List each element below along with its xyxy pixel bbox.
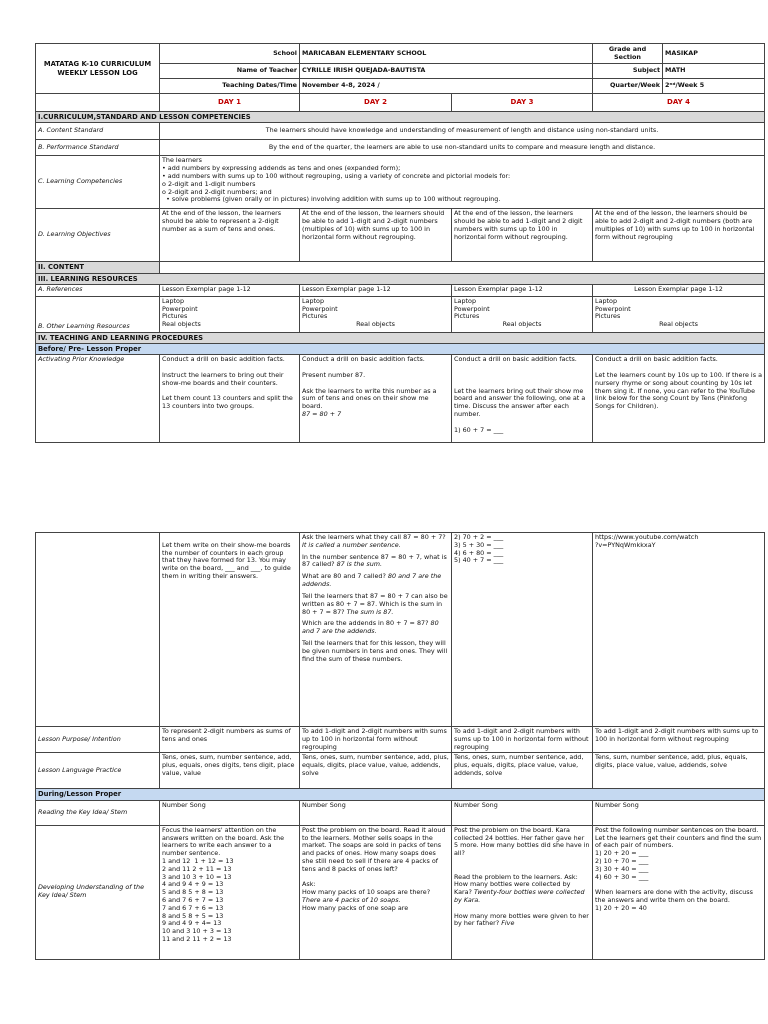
objective-day-4: At the end of the lesson, the learners should be able to add 2-digit and 2-digit numbers (both are multiples of 10) with sums up to 100 in horizontal form without regrouping <box>593 209 765 262</box>
content-standard-label: A. Content Standard <box>36 123 160 140</box>
purpose-day-4: To add 1-digit and 2-digit numbers with sums up to 100 in horizontal form without regrouping <box>593 727 765 753</box>
competencies-label: C. Learning Competencies <box>36 156 160 209</box>
purpose-day-3: To add 1-digit and 2-digit numbers with sums up to 100 in horizontal form without regrouping <box>452 727 593 753</box>
activating-cont-day-1: Let them write on their show-me boards the number of counters in each group that they have formed for 13. You may write on the board, ___ and ___, to guide them in writing their answers. <box>160 533 300 727</box>
day-3-header: DAY 3 <box>452 94 593 112</box>
other-resources-day-4: Laptop Powerpoint Pictures Real objects <box>593 296 765 332</box>
teacher-value: CYRILLE IRISH QUEJADA-BAUTISTA <box>300 64 593 79</box>
subject-value: MATH <box>663 64 765 79</box>
reading-day-3: Number Song <box>452 800 593 825</box>
developing-day-2: Post the problem on the board. Read it aloud to the learners. Mother sells soaps in the market. The soaps are sold in packs of tens and packs of ones. How many soaps does she still need to sell if there are 4 packs of tens and 8 packs of ones left? Ask: How many packs of 10 soaps are there? There are 4 packs of 10 soaps. How many packs of one soap are <box>300 825 452 959</box>
content-row <box>160 262 765 273</box>
youtube-link[interactable]: https://www.youtube.com/watch ?v=PYNqWmkkxaY <box>593 533 765 727</box>
during-lesson-title: During/Lesson Proper <box>36 789 765 800</box>
teacher-label: Name of Teacher <box>160 64 300 79</box>
objective-day-1: At the end of the lesson, the learners should be able to represent a 2-digit number as a sum of tens and ones. <box>160 209 300 262</box>
reading-day-2: Number Song <box>300 800 452 825</box>
activating-day-1: Conduct a drill on basic addition facts. Instruct the learners to bring out their show-me boards and their counters. Let them count 13 counters and split the 13 counters into two groups. <box>160 355 300 443</box>
reference-day-4: Lesson Exemplar page 1-12 <box>593 284 765 296</box>
day2-part-1: Ask the learners what they call 87 = 80 + 7? It is called a number sentence. <box>302 533 446 549</box>
lesson-log-table-page2 <box>35 532 765 960</box>
reference-day-2: Lesson Exemplar page 1-12 <box>300 284 452 296</box>
performance-standard-label: B. Performance Standard <box>36 140 160 156</box>
reading-day-4: Number Song <box>593 800 765 825</box>
lesson-log-table-page1 <box>35 43 765 443</box>
quarter-label: Quarter/Week <box>593 79 663 94</box>
developing-day-4: Post the following number sentences on the board. Let the learners get their counters and find the sum of each pair of numbers. 1) 20 + 20 = ___ 2) 10 + 70 = ___ 3) 30 + 40 = ___ 4) 60 + 30 = ___ When learners are done with the activity, discuss the answers and write them on the board. 1) 20 + 20 = 40 <box>593 825 765 959</box>
dates-value: November 4-8, 2024 / <box>300 79 593 94</box>
activating-cont-day-3: 2) 70 + 2 = ___ 3) 5 + 30 = ___ 4) 6 + 80 = ___ 5) 40 + 7 = ___ <box>452 533 593 727</box>
content-standard-text: The learners should have knowledge and understanding of measurement of length and distance using non-standard units. <box>160 123 765 140</box>
section-content-title: II. CONTENT <box>36 262 160 273</box>
reading-label: Reading the Key Idea/ Stem <box>36 800 160 825</box>
day2-part-4: Tell the learners that 87 = 80 + 7 can also be written as 80 + 7 = 87. Which is the sum in 80 + 7 = 87? The sum is 87. <box>302 591 448 616</box>
dates-label: Teaching Dates/Time <box>160 79 300 94</box>
activating-label: Activating Prior Knowledge <box>36 355 160 443</box>
section-procedures-title: IV. TEACHING AND LEARNING PROCEDURES <box>36 332 765 343</box>
grade-value: MASIKAP <box>663 44 765 64</box>
other-resources-day-2: Laptop Powerpoint Pictures Real objects <box>300 296 452 332</box>
activating-day-4: Conduct a drill on basic addition facts. Let the learners count by 10s up to 100. If there is a nursery rhyme or song about counting by 10s let them sing it. If none, you can refer to the YouTube link below for the song Count by Tens (Pinkfong Songs for Children). <box>593 355 765 443</box>
activating-cont-day-2 <box>300 533 452 727</box>
reference-day-3: Lesson Exemplar page 1-12 <box>452 284 593 296</box>
language-day-2: Tens, ones, sum, number sentence, add, plus, equals, digits, place value, value, addends, solve <box>300 753 452 789</box>
day2-part-3: What are 80 and 7 called? 80 and 7 are the addends. <box>302 572 442 589</box>
performance-standard-text: By the end of the quarter, the learners are able to use non-standard units to compare and measure length and distance. <box>160 140 765 156</box>
competencies-text: The learners • add numbers by expressing addends as tens and ones (expanded form); • add numbers with sums up to 100 without regrouping, using a variety of concrete and pictorial models for: o 2-digit and 1-digit numbers o 2-digit and 2-digit numbers; and • solve problems (given orally or in pictures) involving addition with sums up to 100 without regrouping. <box>160 156 765 209</box>
purpose-day-1: To represent 2-digit numbers as sums of tens and ones <box>160 727 300 753</box>
section-resources-title: III. LEARNING RESOURCES <box>36 273 765 284</box>
objective-day-2: At the end of the lesson, the learners should be able to add 1-digit and 2-digit numbers (multiples of 10) with sums up to 100 in horizontal form without regrouping. <box>300 209 452 262</box>
other-resources-label: B. Other Learning Resources <box>36 296 160 332</box>
language-label: Lesson Language Practice <box>36 753 160 789</box>
other-resources-day-1: Laptop Powerpoint Pictures Real objects <box>160 296 300 332</box>
language-day-3: Tens, ones, sum, number sentence, add, plus, equals, digits, place value, value, addends, solve <box>452 753 593 789</box>
before-lesson-title: Before/ Pre- Lesson Proper <box>36 344 765 355</box>
reference-day-1: Lesson Exemplar page 1-12 <box>160 284 300 296</box>
subject-label: Subject <box>593 64 663 79</box>
log-title: MATATAG K-10 CURRICULUM WEEKLY LESSON LOG <box>36 44 160 94</box>
day-1-header: DAY 1 <box>160 94 300 112</box>
day-4-header: DAY 4 <box>593 94 765 112</box>
section-curriculum-title: I.CURRICULUM,STANDARD AND LESSON COMPETENCIES <box>36 112 765 123</box>
grade-label: Grade and Section <box>593 44 663 64</box>
developing-label: Developing Understanding of the Key Idea/ Stem <box>36 825 160 959</box>
day2-part-6: Tell the learners that for this lesson, they will be given numbers in tens and ones. They will find the sum of these numbers. <box>302 638 448 663</box>
developing-day-3: Post the problem on the board. Kara collected 24 bottles. Her father gave her 5 more. How many bottles did she have in all? Read the problem to the learners. Ask: How many bottles were collected by Kara? Twenty-four bottles were collected by Kara. How many more bottles were given to her by her father? Five <box>452 825 593 959</box>
school-label: School <box>160 44 300 64</box>
purpose-day-2: To add 1-digit and 2-digit numbers with sums up to 100 in horizontal form without regrouping <box>300 727 452 753</box>
purpose-label: Lesson Purpose/ Intention <box>36 727 160 753</box>
language-day-1: Tens, ones, sum, number sentence, add, plus, equals, ones digits, tens digit, place value, value <box>160 753 300 789</box>
objectives-label: D. Learning Objectives <box>36 209 160 262</box>
quarter-value: 2ⁿᵈ/Week 5 <box>663 79 765 94</box>
developing-day-1: Focus the learners' attention on the answers written on the board. Ask the learners to write each answer to a number sentence. 1 and 12 1 + 12 = 13 2 and 11 2 + 11 = 13 3 and 10 3 + 10 = 13 4 and 9 4 + 9 = 13 5 and 8 5 + 8 = 13 6 and 7 6 + 7 = 13 7 and 6 7 + 6 = 13 8 and 5 8 + 5 = 13 9 and 4 9 + 4= 13 10 and 3 10 + 3 = 13 11 and 2 11 + 2 = 13 <box>160 825 300 959</box>
other-resources-day-3: Laptop Powerpoint Pictures Real objects <box>452 296 593 332</box>
activating-day-3: Conduct a drill on basic addition facts. Let the learners bring out their show me board and answer the following, one at a time. Discuss the answer after each number. 1) 60 + 7 = ___ <box>452 355 593 443</box>
day-2-header: DAY 2 <box>300 94 452 112</box>
references-label: A. References <box>36 284 160 296</box>
day2-part-2: In the number sentence 87 = 80 + 7, what is 87 called? 87 is the sum. <box>302 552 447 569</box>
language-day-4: Tens, sum, number sentence, add, plus, equals, digits, place value, value, addends, solve <box>593 753 765 789</box>
school-value: MARICABAN ELEMENTARY SCHOOL <box>300 44 593 64</box>
day2-part-5: Which are the addends in 80 + 7 = 87? 80 and 7 are the addends. <box>302 619 439 636</box>
objective-day-3: At the end of the lesson, the learners should be able to add 1-digit and 2 digit numbers with sums up to 100 in horizontal form without regrouping. <box>452 209 593 262</box>
activating-day-2: Conduct a drill on basic addition facts. Present number 87. Ask the learners to write this number as a sum of tens and ones on their show me board. 87 = 80 + 7 <box>300 355 452 443</box>
reading-day-1: Number Song <box>160 800 300 825</box>
